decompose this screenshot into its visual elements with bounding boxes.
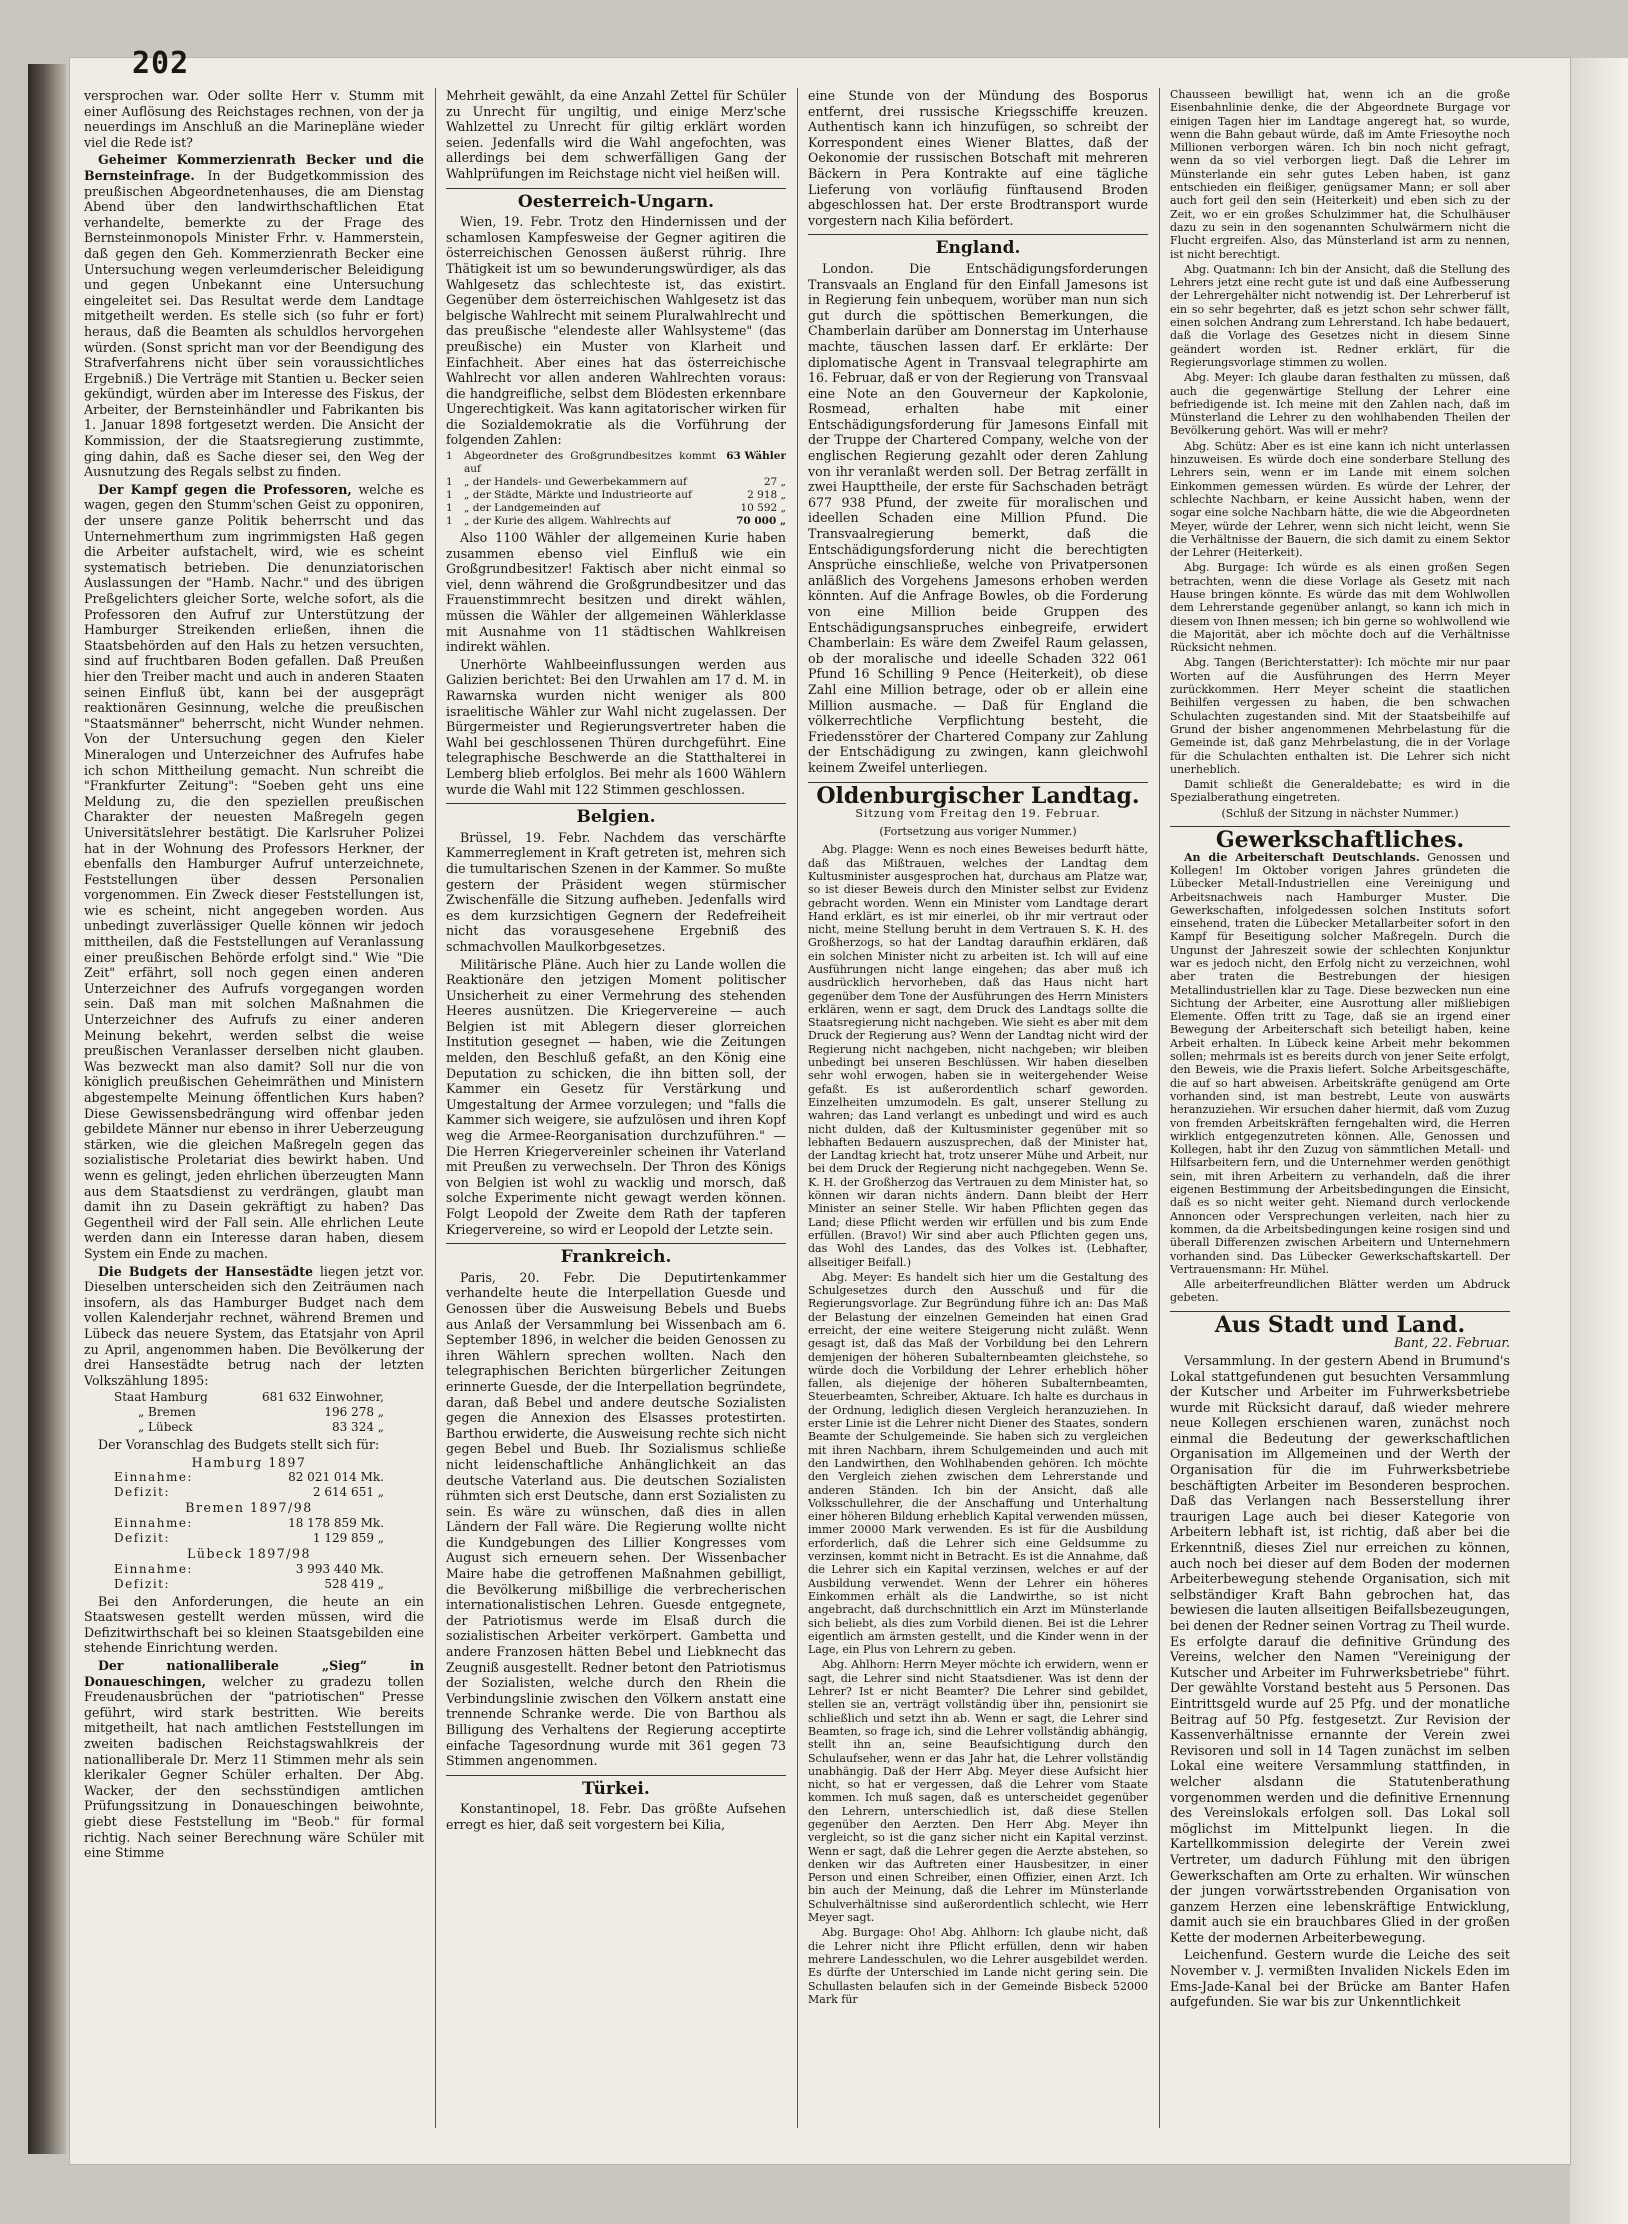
column-3 (808, 88, 1148, 2148)
vote-label: Abgeordneter des Großgrundbesitzes kommt auf (464, 450, 716, 476)
budget-value: 1 129 859 „ (312, 1531, 384, 1546)
article-heading: Der Kampf gegen die Professoren, (98, 481, 352, 497)
col1-paragraph: Bei den Anforderungen, die heute an ein Staatswesen gestellt werden müssen, wird die Defizitwirthschaft bei so kleinen Staatsgebilden eine stehende Einrichtung werden. (84, 1593, 424, 1656)
budget-value: 528 419 „ (324, 1576, 384, 1591)
col3-speech: Abg. Meyer: Es handelt sich hier um die Gestaltung des Schulgesetzes durch den Ausschuß und für die Regierungsvorlage. Zur Begründung führe ich an: Das Maß der Belastung der einzelnen Gemeinden hat einen Grad erreicht, der eine weitere Steigerung nicht zuläßt. Wenn gesagt ist, daß das Maß der Vorbildung bei den Lehrern demjenigen der höheren Subalternbeamten gleichstehe, so würde doch die Vorbildung der Lehrer erheblich höher fallen, als diejenige der höheren Subalternbeamten, Steuerbeamten, Schreiber, Aktuare. Ich halte es durchaus in der Ordnung, lediglich diesen Vergleich heranzuziehen. In erster Linie ist die Lehrer nicht Diener des Staates, sondern Beamte der Schulgemeinde. Sie haben sich zu vergleichen mit ihren Nachbarn, ihrem Schulgemeinden und auch mit den Landwirthen, den Wohlhabenden gehören. Ich möchte den Vergleich ziehen zwischen dem Lehrerstande und anderen Ständen. Ich bin der Ansicht, daß alle Volksschullehrer, die der Anschaffung und Unterhaltung einer höheren Bildung erheblich Kapital verwenden müssen, immer 20000 Mark verwenden. Es ist für die Ausbildung erforderlich, daß die Lehrer sich eine Geldsumme zu verzinsen, kommt nicht in Betracht. Es ist die Annahme, daß die Lehrer sich ein Kapital verzinsen, welches er auf der Ausbildung verwendet. Wenn der Lehrer ein höheres Einkommen erhält als die Landwirthe, so ist nicht angebracht, daß durchschnittlich ein Arzt im Münsterlande sich beliebt, als dies zum Vorbild dienen. Bei ist die Lehrer eigentlich am ärmsten gestellt, und die Kinder wenn in der Lage, ein Plus von Lehrern zu geben. (808, 1270, 1148, 1657)
col2-paragraph: Konstantinopel, 18. Febr. Das größte Aufsehen erregt es hier, daß seit vorgestern bei Kilia, (446, 1801, 786, 1832)
vote-value: 27 „ (763, 476, 786, 489)
column-1 (84, 88, 424, 2148)
population-city: „ Lübeck (138, 1420, 193, 1435)
budget-value: 82 021 014 Mk. (288, 1470, 384, 1485)
article-heading: Geheimer Kommerzienrath Becker und die Bernsteinfrage. (84, 152, 424, 183)
union-appeal-body (1170, 851, 1510, 1277)
section-heading-turkey: Türkei. (582, 1778, 650, 1799)
budget-value: 18 178 859 Mk. (288, 1516, 384, 1531)
vote-table (446, 450, 786, 528)
article-body: liegen jetzt vor. Dieselben unterscheiden sich den Zeiträumen nach insofern, als das Hamburger Budget nach dem vollen Kalenderjahr rechnet, während Bremen und Lübeck das neuere System, das Etatsjahr von April zu April, angenommen haben. Die Bevölkerung der drei Hansestädte betrug nach der letzten Volkszählung 1895: (84, 1263, 424, 1388)
col2-paragraph: Also 1100 Wähler der allgemeinen Kurie haben zusammen ebenso viel Einfluß wie ein Großgrundbesitzer! Faktisch aber nicht einmal so viel, denn während die Großgrundbesitzer und das Frauenstimmrecht besitzen und direkt wählen, müssen die Wähler der allgemeinen Wählerklasse mit Ausnahme von 11 städtischen Wahlkreisen indirekt wählen. (446, 530, 786, 655)
col1-article-professoren (84, 482, 424, 1262)
vote-value: 70 000 „ (736, 515, 786, 528)
section-heading-england: England. (935, 238, 1021, 259)
section-heading-gewerkschaft: Gewerkschaftliches. (1215, 827, 1465, 854)
page-number: 202 (132, 46, 190, 81)
landtag-proceedings (808, 843, 1148, 2006)
population-table (114, 1390, 384, 1435)
budget-label: Einnahme: (114, 1470, 193, 1485)
col4-speech: Chausseen bewilligt hat, wenn ich an die große Eisenbahnlinie denke, die der Abgeordnete Burgage vor einigen Tagen hier im Landtage angeregt hat, so wurde, wenn die Bahn gebaut würde, daß im Amte Friesoythe noch Millionen verborgen wären. Ich bin noch nicht gefragt, wenn da so viel verborgen liegt. Daß die Lehrer im Münsterlande ein sehr gutes Leben haben, ist ganz entschieden ein fleißiger, genügsamer Mann; er soll aber auch fort geil den sein (Heiterkeit) und eben sich zu der Zeit, wo er ein großes Schulzimmer hat, die Schulhäuser dazu zu sein in den sogenannten Schulwärmern nicht die Flucht ergreifen. Also, das Münsterland ist arm zu nennen, ist nicht berechtigt. (1170, 88, 1510, 261)
union-appeal (1170, 851, 1510, 1305)
column-4 (1170, 88, 1510, 2148)
vote-count: 1 (446, 476, 453, 489)
budget-city: Bremen 1897/98 (185, 1500, 313, 1516)
col4-speech: Damit schließt die Generaldebatte; es wird in die Spezialberathung eingetreten. (1170, 778, 1510, 805)
vote-value: 2 918 „ (747, 489, 786, 502)
section-heading-belgium: Belgien. (576, 807, 656, 828)
population-city: „ Bremen (138, 1405, 196, 1420)
col3-speech: Abg. Plagge: Wenn es noch eines Beweises bedurft hätte, daß das Mißtrauen, welches der Landtag dem Kultusminister ausgesprochen hat, durchaus am Platze war, so ist dieser Beweis durch den Minister selbst zur Evidenz gebracht worden. Wenn ein Minister vom Landtage derart Hand erklärt, es ist mir einerlei, ob ihr mir vertraut oder nicht, meine Stellung beruht in dem Vertrauen S. K. H. des Großherzogs, so hat der Landtag daraufhin erklären, daß ein solchen Minister nicht zu arbeiten ist. Ich will auf eine Ausführungen nicht lange eingehen; das aber muß ich ausdrücklich hervorheben, daß das Haus nicht hart gegenüber dem Tone der Ausführungen des Herrn Ministers erklären, wenn er sagt, dem Druck des Landtags sollte die Staatsregierung nicht nachgeben. Wie sieht es aber mit dem Druck der Regierung aus? Wenn der Landtag nicht wird der Regierung nicht nachgeben, nicht nachgeben; wir bleiben unbedingt bei unseren Beschlüssen. Wir haben dieselben sehr wohl erwogen, haben sie in weitergehender Weise gefaßt. Es ist außerordentlich scharf geworden. Einzelheiten umzumodeln. Es galt, unserer Stellung zu wahren; das Land verlangt es unbedingt und wird es auch nicht dulden, daß der Kultusminister gegenüber mit so lebhaften Bedauern auszusprechen, daß der Minister hat, der Landtag kriecht hat, trotz unserer Mühe und Arbeit, nur bei dem Druck der Regierung nicht nachgegeben. Wenn Se. K. H. der Großherzog das Vertrauen zu dem Minister hat, so können wir daran nichts ändern. Dann bleibt der Herr Minister an seiner Stelle. Wir haben Pflichten gegen das Land; diese Pflicht werden wir erfüllen und bis zum Ende erfüllen. (Bravo!) Wir sind aber auch Pflichten gegen uns, das Wohl des Landes, das des Volkes ist. (Lebhafter, allseitiger Beifall.) (808, 843, 1148, 1269)
article-heading: Die Budgets der Hansestädte (98, 1263, 314, 1279)
population-value: 196 278 „ (324, 1405, 384, 1420)
col2-paragraph: Wien, 19. Febr. Trotz den Hindernissen und der schamlosen Kampfesweise der Gegner agitiren die österreichischen Genossen äußerst rührig. Ihre Thätigkeit ist um so bewunderungswürdiger, als das Wahlgesetz das schlechteste ist, das existirt. Gegenüber dem österreichischen Wahlgesetz ist das belgische Wahlrecht mit seinem Pluralwahlrecht und das preußische "elendeste aller Wahlsysteme" (das preußische) ein Muster von Klarheit und Einfachheit. Aber eines hat das österreichische Wahlrecht vor allen anderen Wahlrechten voraus: die handgreifliche, selbst dem Blödesten erkennbare Ungerechtigkeit. Was kann agitatorischer wirken für die Sozialdemokratie als die Vorführung der folgenden Zahlen: (446, 214, 786, 448)
article-body: welche es wagen, gegen den Stumm'schen Geist zu opponiren, der unsere ganze Politik beherrscht und das Unternehmerthum zum ingrimmigsten Haß gegen die Arbeiter aufstachelt, wird, wie es scheint systematisch betrieben. Die denunziatorischen Auslassungen der "Hamb. Nachr." und des übrigen Preßgelichters gleicher Sorte, welche sofort, als die Professoren den Aufruf zur Unterstützung der Hamburger Streikenden erließen, ihnen die Staatsbehörden auf den Hals zu hetzen versuchten, sind auf fruchtbaren Boden gefallen. Daß Preußen hier den Treiber macht und auch in anderen Staaten seinen Einfluß übt, kann bei der ausgeprägt reaktionären Gesinnung, welche die preußischen "Staatsmänner" beherrscht, nicht Wunder nehmen. Von der Untersuchung gegen den Kieler Mineralogen und Unterzeichner des Aufrufes habe ich schon Mittheilung gemacht. Nun schreibt die "Frankfurter Zeitung": "Soeben geht uns eine Meldung zu, die den speziellen preußischen Charakter der neuesten Maßregeln gegen Universitätslehrer bestätigt. Die Karlsruher Polizei hat in der Wohnung des Professors Herkner, der ebenfalls den Hamburger Aufruf unterzeichnete, Feststellungen über dessen Personalien vorgenommen. Ein Zweck dieser Feststellungen ist, wie es scheint, nicht angegeben worden. Aus unbedingt zuverlässiger Quelle können wir jedoch mittheilen, daß die Feststellungen auf Veranlassung einer preußischen Behörde erfolgt sind." Wie "Die Zeit" erfährt, soll noch gegen einen anderen Unterzeichner des Aufrufs vorgegangen worden sein. Daß man mit solchen Maßnahmen die Unterzeichner des Aufrufs zu einer anderen Meinung bekehrt, werden selbst die weise preußischen Veranlasser derselben nicht glauben. Was bezweckt man also damit? Soll nur die von königlich preußischen Geheimräthen und Ministern abgestempelte Meinung öffentlichen Kurs haben? Diese Gewissensbedrängung wird offenbar jeden gebildete Männer nur ebenso in ihrer Ueberzeugung stärken, wie die gleichen Maßregeln gegen das sozialistische Proletariat dies bewirkt haben. Und wenn es gelingt, jeden ehrlichen überzeugten Mann aus dem Staatsdienst zu verdrängen, glaubt man damit ihn zu Dasein gekräftigt zu haben? Das Gegentheil wird der Fall sein. Alle ehrlichen Leute werden dann ein Interesse daran haben, diesem System ein Ende zu machen. (84, 481, 424, 1261)
budget-label: Defizit: (114, 1531, 171, 1546)
budget-label: Defizit: (114, 1485, 171, 1500)
column-rule (1159, 88, 1160, 2128)
population-value: 681 632 Einwohner, (261, 1390, 384, 1405)
col4-paragraph: Leichenfund. Gestern wurde die Leiche des seit November v. J. vermißten Invaliden Nickels Eden im Ems-Jade-Kanal bei der Brücke am Banter Hafen aufgefunden. Sie war bis zur Unkenntlichkeit (1170, 1947, 1510, 2010)
section-divider (446, 1775, 786, 1776)
column-2 (446, 88, 786, 2148)
session-end-note: (Schluß der Sitzung in nächster Nummer.) (1221, 806, 1459, 820)
col4-speech: Abg. Schütz: Aber es ist eine kann ich nicht unterlassen hinzuweisen. Es würde doch eine sonderbare Stellung des Lehrers sein, wenn er im Lande mit einem solchen Einkommen gemessen würden. Es würde der Lehrer, der schlechte Nachbarn, er keine Aussicht haben, wenn der sogar eine solche Nachbarn hätte, die wie die Abgeordneten Meyer, würde der Lehrer, wenn sich nicht leicht, wenn Sie die Verhältnisse der Bauern, die sich damit zu einem Sektor der Lehrer (Heiterkeit). (1170, 439, 1510, 560)
vote-value: 63 Wähler (726, 450, 786, 463)
budget-label: Einnahme: (114, 1516, 193, 1531)
section-divider (446, 188, 786, 189)
landtag-proceedings-continued (1170, 88, 1510, 820)
population-city: Staat Hamburg (114, 1390, 208, 1405)
col3-speech: Abg. Ahlhorn: Herrn Meyer möchte ich erwidern, wenn er sagt, die Lehrer sind nicht Staatsdiener. Was ist denn der Lehrer? Ist er nicht Beamter? Die Lehrer sind gebildet, stellen sie an, verträgt vollständig über ihn, pensionirt sie schließlich und setzt ihn ab. Wenn er sagt, die Lehrer sind Beamten, so frage ich, sind die Lehrer vollständig abhängig, stellt ihn an, seine Beaufsichtigung durch den Schulaufseher, wenn er das Jahr hat, die Lehrer vollständig unabhängig. Daß der Herr Abg. Meyer diese Aufsicht hier nicht, so hat er vergessen, daß die Lehrer vom Staate kommen. Ich muß sagen, daß es unterscheidet gegenüber den Lehrern, unterschiedlich ist, daß diese Stellen gegenüber den Aerzten. Den Herr Abg. Meyer ihn vergleicht, so ist die ganz sicher nicht ein Kapital verzinst. Wenn er sagt, daß die Lehrer gegen die Aerzte abstehen, so denken wir das Auftreten einer Hausbesitzer, in einer Person und einen Schreiber, einen Offizier, einen Arzt. Ich bin auch der Meinung, daß die Lehrer im Münsterlande Schulverhältnisse sind außerordentlich schlecht, wie Herr Meyer sagt. (808, 1658, 1148, 1925)
col3-paragraph: eine Stunde von der Mündung des Bosporus entfernt, drei russische Kriegsschiffe kreuzen. Authentisch kann ich hinzufügen, so schreibt der Korrespondent eines Wiener Blattes, daß der Oekonomie der russischen Botschaft mit mehreren Bäckern in Pera Kontrakte auf eine tägliche Lieferung von vorläufig fünftausend Broden abgeschlossen hat. Der erste Brodtransport wurde vorgestern nach Kilia befördert. (808, 88, 1148, 228)
budget-intro: Der Voranschlag des Budgets stellt sich für: (98, 1437, 380, 1453)
population-value: 83 324 „ (331, 1420, 384, 1435)
col2-paragraph: Brüssel, 19. Febr. Nachdem das verschärfte Kammerreglement in Kraft getreten ist, mehren sich die tumultarischen Szenen in der Kammer. So mußte gestern der Präsident wegen stürmischer Zwischenfälle die Sitzung aufheben. Jedenfalls wird es dem kurzsichtigen Gegnern der Redefreiheit nicht das vorausgesehene Ergebniß des schmachvollen Maulkorbgesetzes. (446, 829, 786, 954)
col4-speech: Abg. Tangen (Berichterstatter): Ich möchte mir nur paar Worten auf die Ausführungen des Herrn Meyer zurückkommen. Herr Meyer scheint die staatlichen Beihilfen vergessen zu haben, die ben schwachen Schulachten zugestanden sind. Mit der Staatsbeihilfe auf Grund der bisher angenommenen Mehrbelastung für die Gemeinde ist, daß ganz Mehrbelastung, die in der Vorlage für die Schulachten enthalten ist. Die Lehrer sich nicht unerheblich. (1170, 656, 1510, 776)
vote-label: „ der Städte, Märkte und Industrieorte auf (464, 489, 692, 502)
vote-label: „ der Handels- und Gewerbekammern auf (464, 476, 687, 489)
article-body: welcher zu gradezu tollen Freudenausbrüchen der "patriotischen" Presse geführt, wird stark bestritten. Wie bereits mitgetheilt, hat nach amtlichen Feststellungen im zweiten badischen Reichstagswahlkreis der nationalliberale Dr. Merz 11 Stimmen mehr als sein klerikaler Gegner Schüler erhalten. Der Abg. Wacker, der den sechsstündigen amtlichen Prüfungssitzung in Donaueschingen beiwohnte, giebt diese Feststellung im "Beob." für formal richtig. Nach seiner Berechnung wäre Schüler mit eine Stimme (84, 1673, 424, 1861)
col1-paragraph: versprochen war. Oder sollte Herr v. Stumm mit einer Auflösung des Reichstages rechnen, von der ja neuerdings im Anschluß an die Marinepläne wieder viel die Rede ist? (84, 88, 424, 150)
facing-page-edge (1570, 58, 1628, 2224)
page-binding-shadow (28, 64, 66, 2154)
section-heading-austria: Oesterreich-Ungarn. (517, 191, 715, 212)
article-body: Genossen und Kollegen! Im Oktober vorigen Jahres gründeten die Lübecker Metall-Industriellen eine Vereinigung und Arbeitsnachweis nach Hamburger Muster. Die Gewerkschaften, infolgedessen solchen Instituts sofort einsehend, traten die Lübecker Metallarbeiter sofort in den Kampf für Beseitigung solcher Maßregeln. Durch die Ungunst der Jahreszeit sowie der schlechten Konjunktur war es jedoch nicht, den Erfolg nicht zu verzeichnen, wohl aber traten die Bestrebungen der hiesigen Metallindustriellen klar zu Tage. Diese bezwecken nun eine Sichtung der Arbeiter, eine Ausrottung aller mißliebigen Elemente. Offen tritt zu Tage, daß sie an irgend einer Bewegung der Arbeiterschaft sich beteiligt haben, keine Arbeit erhalten. In Lübeck keine Arbeit mehr bekommen sollen; mehrmals ist es bereits durch von jener Seite erfolgt, den Beweis, wie die Praxis liefert. Solche Arbeitsgeschäfte, die auf so hart abweisen. Arbeitskräfte genügend am Orte vorhanden sind, ist man bestrebt, Leute von auswärts heranzuziehen. Wir ersuchen daher hiermit, daß vom Zuzug von fremden Arbeitskräften ferngehalten wird, die Herren wirklich entgegenzutreten können. Alle, Genossen und Kollegen, habt ihr den Zuzug von sämmtlichen Metall- und Hilfsarbeitern fern, und die Unternehmer werden genöthigt sein, mit ihren Arbeitern zu verhandeln, daß die ihrer eigenen Bestimmung der Arbeitsbedingungen die Einsicht, daß es so nicht weiter geht. Niemand durch verlockende Annoncen oder Versprechungen verleiten, nach hier zu kommen, da die Arbeitsbedingungen keine rosigen sind und überall Differenzen zwischen Arbeitern und Unternehmern vorhanden sind. Das Lübecker Gewerkschaftskartell. Der Vertrauensmann: Hr. Mühel. (1170, 850, 1510, 1276)
article-heading: An die Arbeiterschaft Deutschlands. (1184, 850, 1420, 864)
vote-label: „ der Landgemeinden auf (464, 502, 600, 515)
col3-paragraph: London. Die Entschädigungsforderungen Transvaals an England für den Einfall Jamesons ist in Regierung fein unbequem, worüber man nun sich gut durch die spöttischen Bemerkungen, die Chamberlain darüber am Donnerstag im Unterhause machte, täuschen lassen darf. Er erklärte: Der diplomatische Agent in Transvaal telegraphirte am 16. Februar, daß er von der Regierung von Transvaal eine Note an den Gouverneur der Kapkolonie, Rosmead, erhalten habe mit einer Entschädigungsforderung für Jamesons Einfall mit der Truppe der Chartered Company, welche von der englischen Regierung gezahlt oder deren Zahlung von ihr veranlaßt werden soll. Der Betrag zerfällt in zwei Haupttheile, der erste für Sachschaden beträgt 677 938 Pfund, der zweite für moralischen und ideellen Schaden eine Million Pfund. Die Transvaalregierung bemerkt, daß die Entschädigungsforderung nicht die berechtigten Ansprüche einschließe, welche von Privatpersonen anläßlich des Vorgehens Jamesons erhoben werden könnten. Auf die Anfrage Bowles, ob die Forderung von eine Million beide Gruppen des Entschädigungsanspruches einbegreife, erwidert Chamberlain: Es wäre dem Zweifel Raum gelassen, ob der moralische und ideelle Schaden 322 061 Pfund 16 Schilling 9 Pence (Heiterkeit), ob diese Zahl eine Million betrage, oder ob er allein eine Million ausmache. — Daß für England die völkerrechtliche Verpflichtung besteht, die Friedensstörer der Chartered Company zur Zahlung der Entschädigung zu zwingen, kann gleichwohl keinem Zweifel unterliegen. (808, 260, 1148, 775)
col4-paragraph: Versammlung. In der gestern Abend in Brumund's Lokal stattgefundenen gut besuchten Versammlung der Kutscher und Arbeiter im Fuhrwerksbetriebe wurde mit Rücksicht darauf, daß wieder mehrere neue Kollegen erschienen waren, zunächst noch einmal die Bedeutung der gewerkschaftlichen Organisation im Allgemeinen und der Werth der Organisation für die im Fuhrwerksbetriebe beschäftigten Arbeiter im Besonderen besprochen. Daß das Verlangen nach Besserstellung ihrer traurigen Lage auch bei dieser Kategorie von Arbeitern lebhaft ist, ist richtig, daß aber bei die Erkenntniß, dieses Ziel nur erreichen zu können, auch noch bei dieser auf dem Boden der modernen Arbeiterbewegung stehende Organisation, sich mit selbständiger Kraft Bahn gebrochen hat, das bewiesen die lauten allseitigen Beifallsbezeugungen, bei denen der Redner seinen Vortrag zu Theil wurde. Es erfolgte darauf die definitive Gründung des Vereins, welcher den Namen "Vereinigung der Kutscher und Arbeiter im Fuhrwerksbetriebe" führt. Der gewählte Vorstand besteht aus 5 Personen. Das Eintrittsgeld wurde auf 25 Pfg. und der monatliche Beitrag auf 50 Pfg. festgesetzt. Zur Revision der Kassenverhältnisse ernannte der Verein zwei Revisoren und soll in 14 Tagen zunächst im selben Lokal eine weitere Versammlung stattfinden, in welcher alsdann die Statutenberathung vorgenommen werden und die definitive Ernennung des Vereinslokals erfolgen soll. Das Lokal soll möglichst im Mittelpunkt liegen. In die Kartellkommission delegirte der Verein zwei Vertreter, um dadurch Fühlung mit den übrigen Gewerkschaften am Orte zu erhalten. Wir wünschen der jungen vorwärtsstrebenden Organisation von ganzem Herzen eine lebenskräftige Entwicklung, damit auch sie ein brauchbares Glied in der großen Kette der modernen Arbeiterbewegung. (1170, 1352, 1510, 1945)
vote-count: 1 (446, 450, 453, 463)
col2-paragraph: Militärische Pläne. Auch hier zu Lande wollen die Reaktionäre den jetzigen Moment politischer Unsicherheit zu einer Vermehrung des stehenden Heeres ausnützen. Die Kriegervereine — auch Belgien ist mit Ablegern dieser glorreichen Institution gesegnet — haben, wie die Zeitungen melden, den Beschluß gefaßt, an den König eine Deputation zu schicken, die ihn bitten soll, der Kammer ein Gesetz für Verstärkung und Umgestaltung der Armee vorzulegen; und "falls die Kammer sich weigere, sie aufzulösen und ihren Kopf weg die Armee-Reorganisation durchzuführen." — Die Herren Kriegervereinler scheinen ihr Vaterland mit Preußen zu verwechseln. Der Thron des Königs von Belgien ist wohl zu wacklig und morsch, daß solche Experimente nicht gewagt werden können. Folgt Leopold der Zweite dem Rath der tapferen Kriegervereine, so wird er Leopold der Letzte sein. (446, 956, 786, 1237)
col3-speech: Abg. Burgage: Oho! Abg. Ahlhorn: Ich glaube nicht, daß die Lehrer nicht ihre Pflicht erfüllen, denn wir haben mehrere Landesschulen, wo die Lehrer ausgebildet werden. Es dürfte der Unterschied im Lande nicht gering sein. Die Schullasten belaufen sich in der Gemeinde Bisbeck 52000 Mark für (808, 1926, 1148, 2006)
section-divider (808, 234, 1148, 235)
section-heading-landtag: Oldenburgischer Landtag. (816, 782, 1140, 809)
col2-paragraph: Unerhörte Wahlbeeinflussungen werden aus Galizien berichtet: Bei den Urwahlen am 17 d. M. in Rawarnska wurden nicht weniger als 800 israelitische Wähler zur Wahl nicht zugelassen. Der Bürgermeister und Regierungsvertreter haben die Wahl bei geschlossenen Thüren durchgeführt. Eine telegraphische Beschwerde an die Statthalterei in Lemberg blieb erfolglos. Bei mehr als 1600 Wählern wurde die Wahl mit 122 Stimmen geschlossen. (446, 656, 786, 797)
newspaper-page (70, 46, 1570, 2164)
dateline: Bant, 22. Februar. (1394, 1335, 1510, 1351)
vote-label: „ der Kurie des allgem. Wahlrechts auf (464, 515, 671, 528)
continuation-note: (Fortsetzung aus voriger Nummer.) (879, 824, 1077, 838)
col4-speech: Abg. Meyer: Ich glaube daran festhalten zu müssen, daß auch die gegenwärtige Stellung der Lehrer eine befriedigende ist. Ich meine mit den Zahlen nach, daß im Münsterland die Lehrer zu den wohlhabenden Theilen der Bevölkerung gehört. Was will er mehr? (1170, 371, 1510, 438)
budget-city: Hamburg 1897 (191, 1454, 307, 1470)
col1-article-bernstein (84, 152, 424, 479)
budget-city: Lübeck 1897/98 (187, 1546, 311, 1562)
session-date: Sitzung vom Freitag den 19. Februar. (855, 807, 1101, 821)
column-rule (435, 88, 436, 2128)
reprint-request: Alle arbeiterfreundlichen Blätter werden um Abdruck gebeten. (1170, 1278, 1510, 1305)
col2-paragraph: Mehrheit gewählt, da eine Anzahl Zettel für Schüler zu Unrecht für ungiltig, und einige Merz'sche Wahlzettel zu Unrecht für giltig erklärt worden seien. Jedenfalls wird die Wahl angefochten, was allerdings bei dem schwerfälligen Gang der Wahlprüfungen im Reichstage nicht viel heißen will. (446, 88, 786, 181)
budget-label: Einnahme: (114, 1561, 193, 1576)
col2-paragraph: Paris, 20. Febr. Die Deputirtenkammer verhandelte heute die Interpellation Guesde und Genossen über die Ausweisung Bebels und Buebs aus Anlaß der Versammlung bei Wissenbach am 6. September 1896, in welcher die beiden Genossen zu ihren Wählern sprechen wollten. Nach den telegraphischen Berichten bürgerlicher Zeitungen erinnerte Guesde, der die Interpellation begründete, daran, daß Bebel und andere deutsche Sozialisten gegen die Annexion des Elsasses protestirten. Barthou erwiderte, die Ausweisung rechte sich nicht gegen Bebel und Bueb. Ihr Sozialismus schließe nicht leidenschaftliche Anhänglichkeit an das deutsche Vaterland aus. Die deutschen Sozialisten rühmten sich erst Deutsche, dann erst Sozialisten zu sein. Es wäre zu wünschen, daß dies in allen Ländern der Fall wäre. Die Regierung wollte nicht die Kundgebungen des Lillier Kongresses vom August sich erneuern sehen. Der Wissenbacher Maire habe die getroffenen Maßnahmen gebilligt, die Bevölkerung mißbillige die verbrecherischen internationalistischen Lehren. Guesde entgegnete, der Patriotismus werde im Elsaß durch die sozialistischen Arbeiter verkörpert. Gambetta und andere Franzosen hätten Bebel und Liebknecht das Zeugniß ausgestellt. Redner betont den Patriotismus der Sozialisten, welche durch den Rhein die Verbindungslinie zwischen den Völkern anstatt eine trennende Schranke werde. Die von Barthou als Billigung des Verhaltens der Regierung acceptirte einfache Tagesordnung wurde mit 361 gegen 73 Stimmen angenommen. (446, 1269, 786, 1769)
section-divider (446, 1243, 786, 1244)
budget-table (114, 1455, 384, 1592)
vote-count: 1 (446, 489, 453, 502)
vote-value: 10 592 „ (740, 502, 786, 515)
col4-speech: Abg. Burgage: Ich würde es als einen großen Segen betrachten, wenn die diese Vorlage als Gesetz mit nach Hause bringen könnte. Es würde das mit dem Wohlwollen dem Lehrerstande gegenüber anlangt, so kann ich mich in diesem von Ihnen messen; ich bin gerne so wohlwollend wie die Majorität, aber ich möchte doch auf die Verhältnisse Rücksicht nehmen. (1170, 561, 1510, 655)
section-heading-france: Frankreich. (560, 1247, 672, 1268)
section-heading-stadt-und-land: Aus Stadt und Land. (1214, 1311, 1466, 1338)
article-heading: Der nationalliberale „Sieg“ in Donaueschingen, (84, 1658, 424, 1689)
budget-label: Defizit: (114, 1576, 171, 1591)
column-rule (797, 88, 798, 2128)
col1-article-budgets (84, 1264, 424, 1389)
col4-speech: Abg. Quatmann: Ich bin der Ansicht, daß die Stellung des Lehrers jetzt eine recht gute ist und daß eine Aufbesserung der Lehrergehälter nicht notwendig ist. Der Lehrerberuf ist ein so sehr begehrter, daß es jetzt schon sehr schwer fällt, einen solchen Andrang zum Lehrerstand. Ich habe bedauert, daß die Vorlage des Gesetzes nicht in diesem Sinne geändert worden ist. Redner erklärt, für die Regierungsvorlage stimmen zu wollen. (1170, 262, 1510, 369)
budget-value: 2 614 651 „ (312, 1485, 384, 1500)
col1-article-donaueschingen (84, 1658, 424, 1861)
section-divider (446, 803, 786, 804)
vote-count: 1 (446, 502, 453, 515)
article-body: In der Budgetkommission des preußischen Abgeordnetenhauses, die am Dienstag Abend über den landwirthschaftlichen Etat verhandelte, bemerkte zu der Frage des Bernsteinmonopols Minister Frhr. v. Hammerstein, daß gegen den Geh. Kommerzienrath Becker eine Untersuchung wegen verleumderischer Beleidigung und gegen Unbekannt eine Untersuchung eingeleitet sei. Das Resultat werde dem Landtage mitgetheilt werden. Es stelle sich (so fuhr er fort) heraus, daß die Beamten als schuldlos hervorgehen würden. (Sonst spricht man vor der Beendigung des Strafverfahrens nicht über sein voraussichtliches Ergebniß.) Die Verträge mit Stantien u. Becker seien gekündigt, würden aber im Interesse des Fiskus, der Arbeiter, der Bernsteinhändler und Fabrikanten bis 1. Januar 1898 fortgesetzt werden. Die Ansicht der Kommission, der die Staatsregierung zustimmte, ging dahin, daß es Sache dieser sei, den Weg der Ausnutzung des Regals selbst zu finden. (84, 167, 424, 480)
budget-value: 3 993 440 Mk. (295, 1561, 384, 1576)
vote-count: 1 (446, 515, 453, 528)
